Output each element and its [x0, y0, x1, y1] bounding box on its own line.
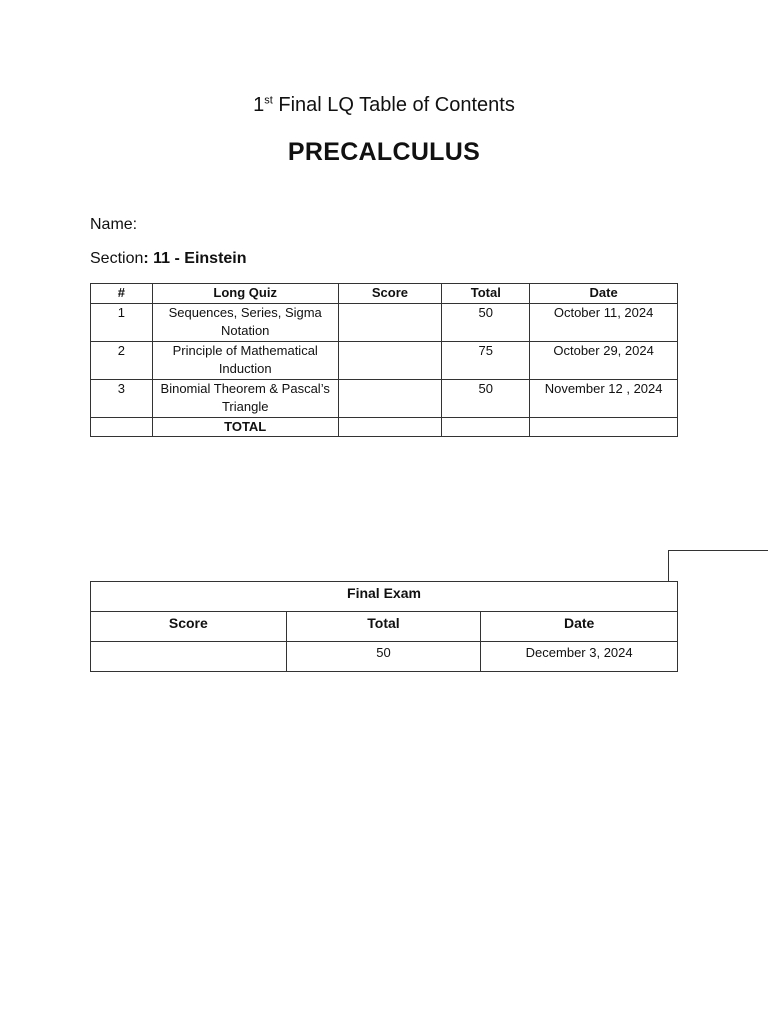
stray-box	[668, 550, 768, 581]
section-value: : 11 - Einstein	[143, 250, 247, 267]
row-score	[338, 304, 442, 342]
final-col-header-date: Date	[481, 612, 678, 642]
total-score	[338, 418, 442, 437]
col-header-number: #	[91, 284, 153, 304]
section-label: Section	[90, 250, 144, 267]
title-superscript: st	[264, 94, 273, 107]
total-date	[530, 418, 678, 437]
final-exam-table	[90, 581, 678, 672]
col-header-long-quiz: Long Quiz	[152, 284, 338, 304]
row-quiz: Binomial Theorem & Pascal’s Triangle	[152, 380, 338, 418]
row-score	[338, 380, 442, 418]
row-total: 75	[442, 342, 530, 380]
final-col-header-total: Total	[286, 612, 481, 642]
row-quiz: Principle of Mathematical Induction	[152, 342, 338, 380]
col-header-date: Date	[530, 284, 678, 304]
final-exam-caption: Final Exam	[91, 582, 678, 612]
long-quiz-table	[90, 283, 678, 437]
final-total: 50	[286, 642, 481, 672]
document-title: 1st Final LQ Table of Contents	[253, 94, 515, 116]
final-col-header-score: Score	[91, 612, 287, 642]
row-number: 1	[91, 304, 153, 342]
row-number: 3	[91, 380, 153, 418]
col-header-total: Total	[442, 284, 530, 304]
total-total	[442, 418, 530, 437]
table-row	[91, 642, 678, 672]
total-row-number	[91, 418, 153, 437]
final-date: December 3, 2024	[481, 642, 678, 672]
row-date: October 11, 2024	[530, 304, 678, 342]
table-header-row	[91, 284, 678, 304]
final-score	[91, 642, 287, 672]
col-header-score: Score	[338, 284, 442, 304]
name-field: Name:	[90, 216, 138, 233]
row-number: 2	[91, 342, 153, 380]
row-score	[338, 342, 442, 380]
subject-heading: PRECALCULUS	[287, 138, 481, 166]
table-row	[91, 304, 678, 342]
row-total: 50	[442, 380, 530, 418]
row-date: November 12 , 2024	[530, 380, 678, 418]
table-row	[91, 380, 678, 418]
total-label: TOTAL	[152, 418, 338, 437]
table-row	[91, 342, 678, 380]
final-header-row	[91, 612, 678, 642]
row-date: October 29, 2024	[530, 342, 678, 380]
final-caption-row	[91, 582, 678, 612]
total-row	[91, 418, 678, 437]
row-quiz: Sequences, Series, Sigma Notation	[152, 304, 338, 342]
row-total: 50	[442, 304, 530, 342]
section-field	[90, 250, 247, 268]
